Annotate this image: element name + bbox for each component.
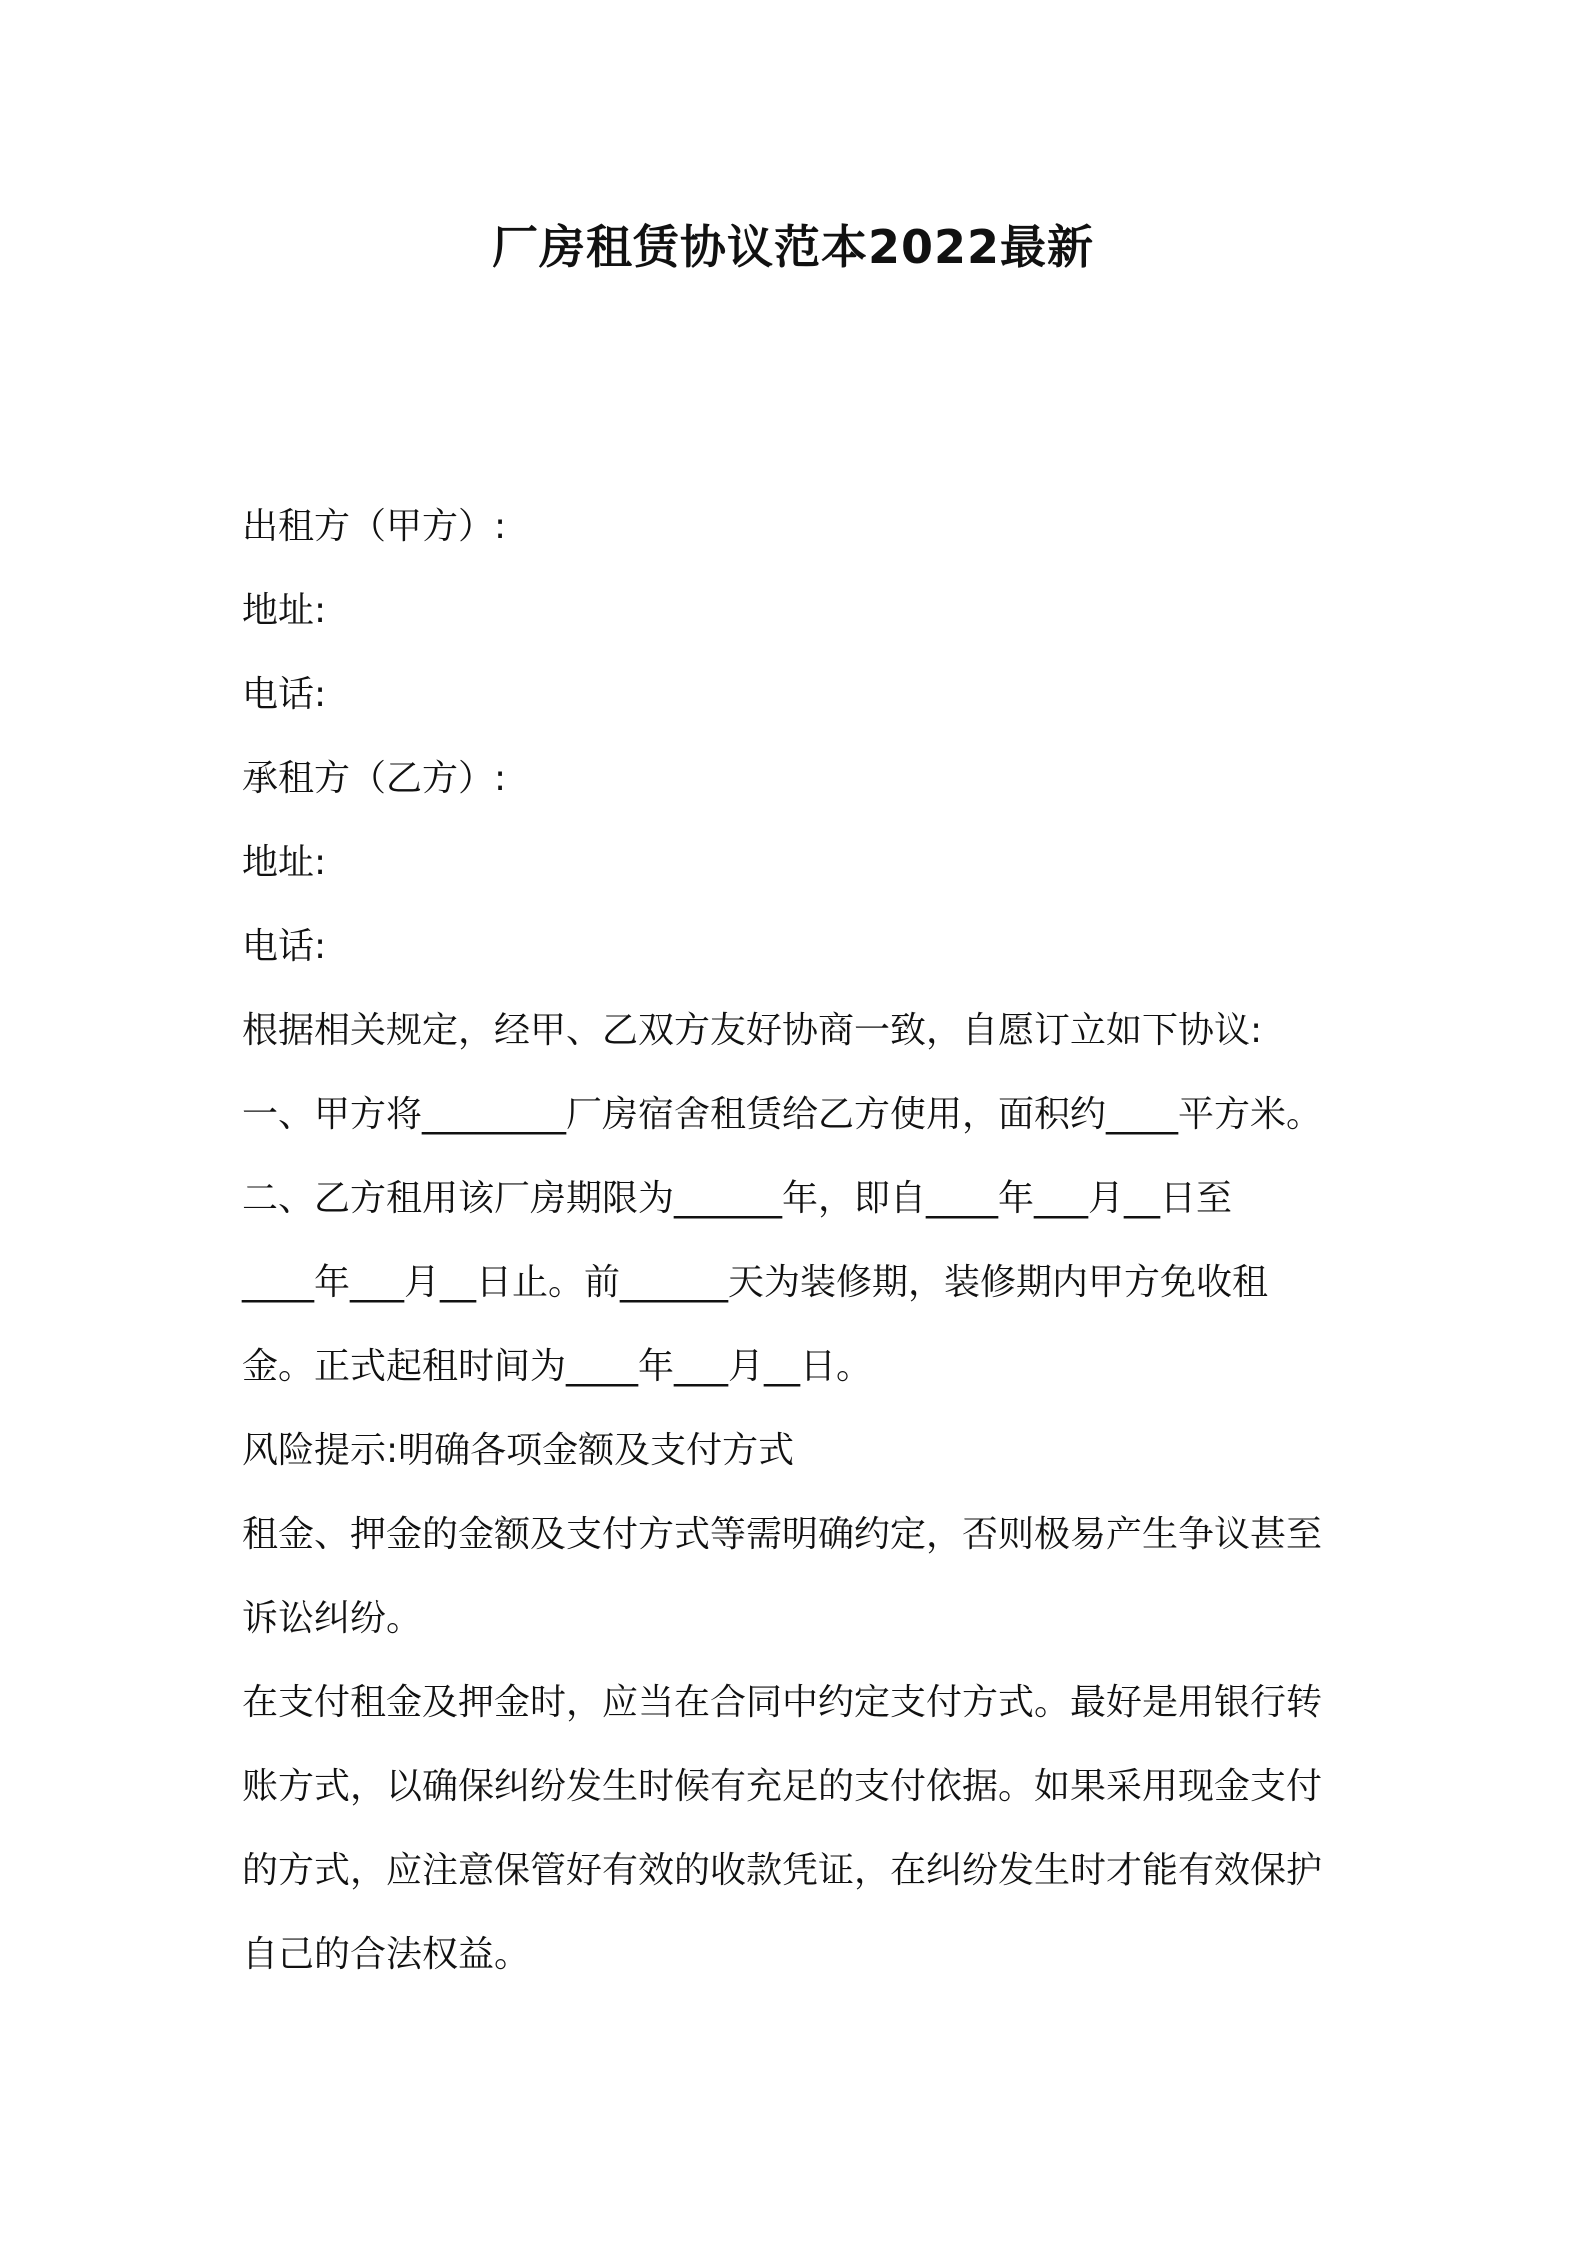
risk-tip-heading: 风险提示:明确各项金额及支付方式 bbox=[242, 1430, 795, 1471]
risk-tip-line-2: 诉讼纠纷。 bbox=[242, 1598, 423, 1639]
payment-advice-line-1: 在支付租金及押金时，应当在合同中约定支付方式。最好是用银行转 bbox=[242, 1682, 1323, 1723]
document-body bbox=[242, 485, 1352, 1997]
lessee-address-label: 地址: bbox=[242, 842, 327, 883]
risk-tip-line-1: 租金、押金的金额及支付方式等需明确约定，否则极易产生争议甚至 bbox=[242, 1514, 1323, 1555]
lessee-label: 承租方（乙方）: bbox=[242, 758, 507, 799]
lessor-phone-label: 电话: bbox=[242, 674, 327, 715]
document-title: 厂房租赁协议范本2022最新 bbox=[491, 220, 1095, 274]
clause-2-line-3: 金。正式起租时间为____年___月__日。 bbox=[242, 1346, 873, 1387]
lessor-label: 出租方（甲方）: bbox=[242, 506, 507, 547]
lessee-phone-label: 电话: bbox=[242, 926, 327, 967]
clause-2-line-1: 二、乙方租用该厂房期限为______年，即自____年___月__日至 bbox=[242, 1178, 1233, 1219]
payment-advice-line-3: 的方式，应注意保管好有效的收款凭证，在纠纷发生时才能有效保护 bbox=[242, 1850, 1323, 1891]
payment-advice-line-2: 账方式，以确保纠纷发生时候有充足的支付依据。如果采用现金支付 bbox=[242, 1766, 1323, 1807]
clause-2-line-2: ____年___月__日止。前______天为装修期，装修期内甲方免收租 bbox=[242, 1262, 1269, 1303]
clause-1-text: 一、甲方将________厂房宿舍租赁给乙方使用，面积约____平方米。 bbox=[242, 1094, 1323, 1135]
payment-advice-line-4: 自己的合法权益。 bbox=[242, 1934, 531, 1975]
lessor-address-label: 地址: bbox=[242, 590, 327, 631]
preamble-text: 根据相关规定，经甲、乙双方友好协商一致，自愿订立如下协议: bbox=[242, 1010, 1263, 1051]
